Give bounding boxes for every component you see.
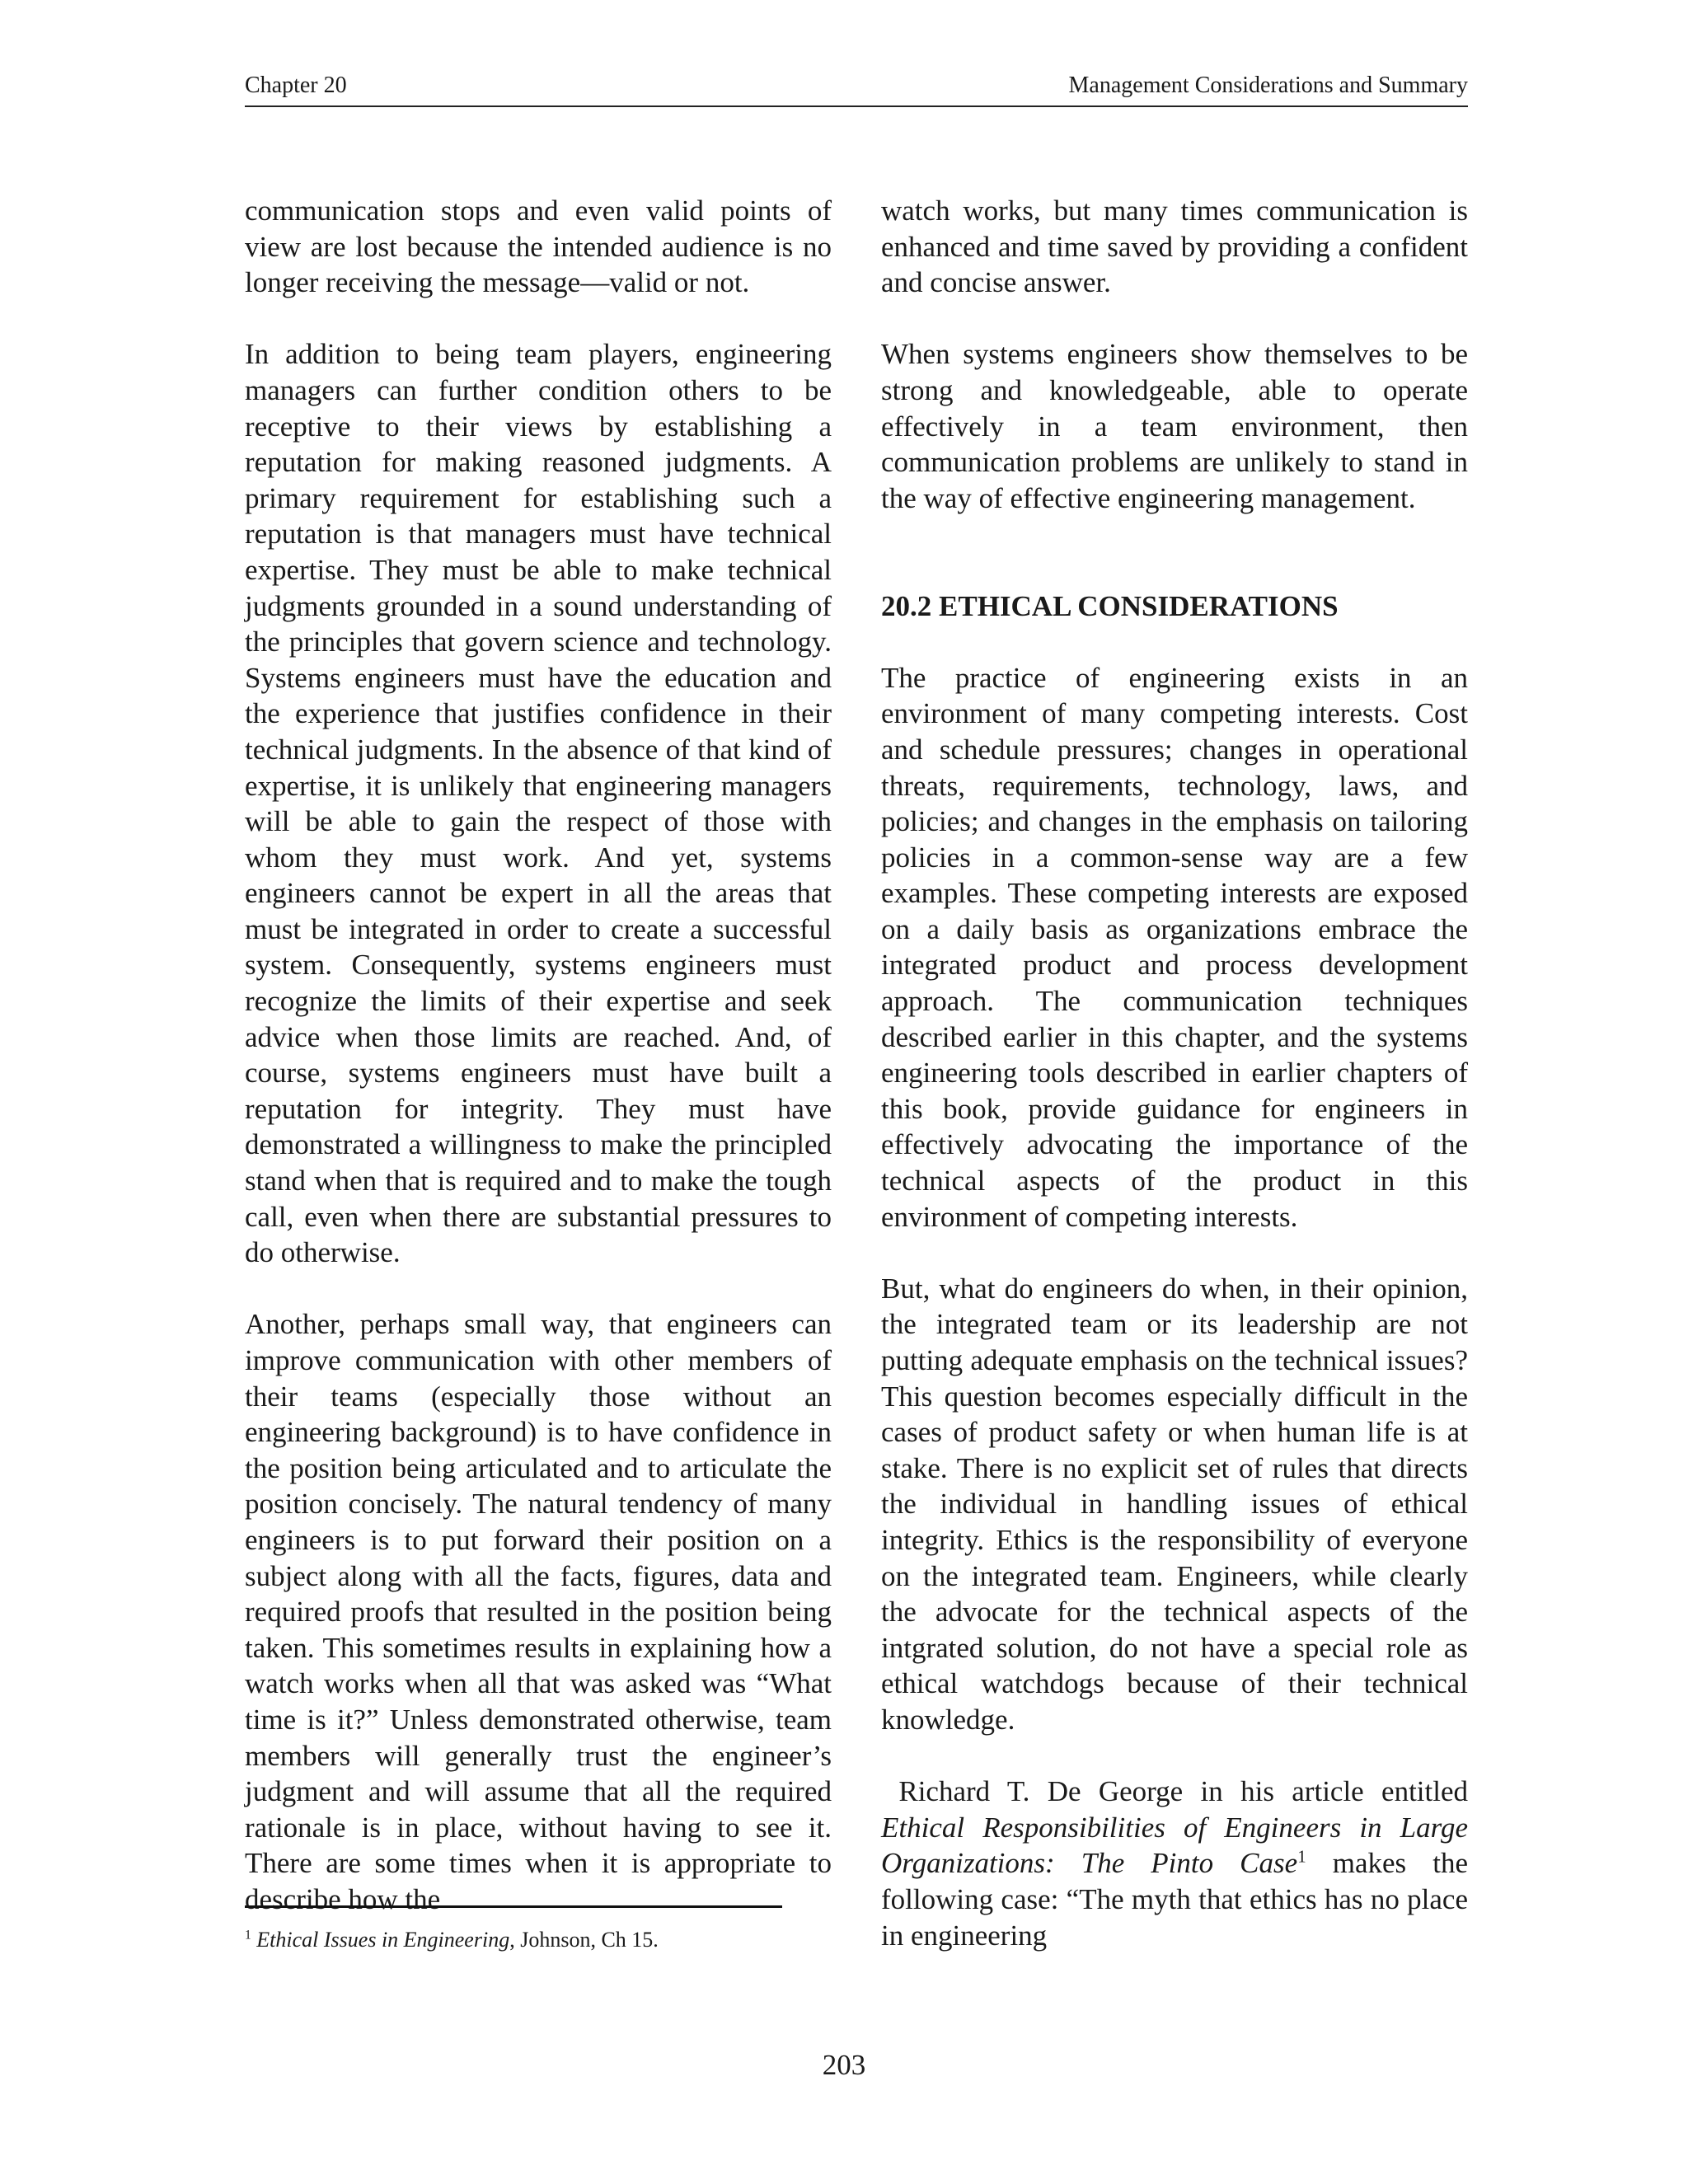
left-paragraph-2: In addition to being team players, engineering managers can further condition others to be receptive to their views by establishing a reputation for making reasoned judgments. A primary requirement for establishing such a reputation is that managers must have technical expertise. They must be able to make technical judgments grounded in a sound understanding of the principles that govern science and technology. Systems engineers must have the education and the experience that justifies confidence in their technical judgments. In the absence of that kind of expertise, it is unlikely that engineering managers will be able to gain the respect of those with whom they must work. And yet, systems engineers cannot be expert in all the areas that must be integrated in order to create a successful system. Consequently, systems engineers must recognize the limits of their expertise and seek advice when those limits are reached. And, of course, systems engineers must have built a reputation for integrity. They must have demonstrated a willingness to make the principled stand when that is required and to make the tough call, even when there are substantial pressures to do otherwise.	[245, 338, 832, 1269]
right-paragraph-3: The practice of engineering exists in an environment of many competing interests. Cost and schedule pressures; changes in operational threats, requirements, technology, laws, and policies; and changes in the emphasis on tailoring policies in a common-sense way are a few examples. These competing interests are exposed on a daily basis as organizations embrace the integrated product and process development approach. The communication techniques described earlier in this chapter, and the systems engineering tools described in earlier chapters of this book, provide guidance for engineers in effectively advocating the importance of the technical aspects of the product in this environment of competing interests.	[881, 661, 1468, 1233]
left-paragraph-1: communication stops and even valid points of view are lost because the intended audience is no longer receiving the message—valid or not.	[245, 194, 832, 299]
section-title: Management Considerations and Summary	[1068, 73, 1468, 98]
section-spacer	[881, 552, 1468, 588]
paragraph-5-tail: makes the following case: “The myth that ethics has no place in engineering	[881, 1847, 1468, 1952]
right-column	[881, 193, 1468, 1990]
footnote	[245, 1927, 659, 1953]
footnote-reference: 1	[1297, 1846, 1306, 1867]
left-paragraph-3: Another, perhaps small way, that engineers can improve communication with other members of their teams (especially those without an engineering background) is to have confidence in the position being articulated and to articulate the position concisely. The natural tendency of many engineers is to put forward their position on a subject along with all the facts, figures, data and required proofs that resulted in the position being taken. This sometimes results in explaining how a watch works when all that was asked was “What time is it?” Unless demonstrated otherwise, team members will generally trust the engineer’s judgment and will assume that all the required rationale is in place, without having to see it. There are some times when it is appropriate to describe how the	[245, 1308, 832, 1915]
chapter-label: Chapter 20	[245, 73, 347, 98]
article-title: Ethical Responsibilities of Engineers in Large Organizations: The Pinto Case	[881, 1811, 1468, 1880]
footnote-marker: 1	[245, 1928, 251, 1943]
footnote-citation: , Johnson, Ch 15.	[509, 1928, 659, 1952]
paragraph-5-lead: Richard T. De George in his article entitled	[898, 1775, 1469, 1808]
right-paragraph-1: watch works, but many times communication is enhanced and time saved by providing a confident and concise answer.	[881, 194, 1468, 299]
right-paragraph-2: When systems engineers show themselves to be strong and knowledgeable, able to operate effectively in a team environment, then communication problems are unlikely to stand in the way of effective engineering management.	[881, 338, 1468, 514]
page-number: 203	[822, 2049, 866, 2081]
left-column	[245, 193, 832, 1953]
right-paragraph-5	[881, 1774, 1468, 1953]
footnote-title: Ethical Issues in Engineering	[256, 1928, 510, 1952]
right-paragraph-4: But, what do engineers do when, in their opinion, the integrated team or its leadership are not putting adequate emphasis on the technical issues? This question becomes especially difficult in the cases of product safety or when human life is at stake. There is no explicit set of rules that directs the individual in handling issues of ethical integrity. Ethics is the responsibility of everyone on the integrated team. Engineers, while clearly the advocate for the technical aspects of the intgrated solution, do not have a special role as ethical watchdogs because of their technical knowledge.	[881, 1272, 1468, 1736]
section-heading: 20.2 ETHICAL CONSIDERATIONS	[881, 589, 1339, 622]
footnote-divider	[245, 1905, 782, 1908]
running-header	[245, 69, 1468, 107]
